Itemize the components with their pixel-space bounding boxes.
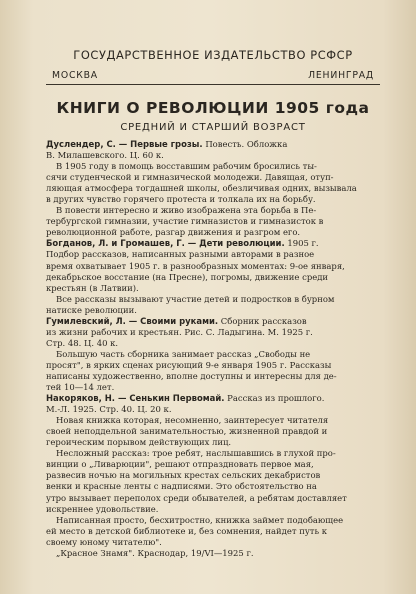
city-left: МОСКВА (52, 70, 98, 81)
entry-text: время охватывает 1905 г. в разнообразных моментах: 9-ое января, (46, 260, 345, 271)
entry-text: сячи студенческой и гимназической молодежи. Давящая, отуп- (46, 172, 334, 183)
entry-text: тербургской гимназии, участие гимназистов и гимназисток в (46, 216, 324, 227)
entry-text: Все рассказы вызывают участие детей и подростков в бурном (56, 293, 335, 304)
entry-heading: Богданов, Л. и Громашев, Г. — Дети революции. (46, 238, 285, 249)
entry-heading: Дуслендер, С. — Первые грозы. (46, 139, 203, 149)
entry-text: своему юному читателю". (46, 536, 162, 547)
entry-text: героическим порывом действующих лиц. (46, 437, 232, 448)
entry-text: Повесть. Обложка (205, 139, 288, 149)
entry-text: ляющая атмосфера тогдашней школы, обезличивая одних, вызывала (46, 183, 357, 194)
entry-text: Стр. 48. Ц. 40 к. (46, 337, 119, 348)
entry-text: искреннее удовольствие. (46, 503, 159, 514)
entry-text: из жизни рабочих и крестьян. Рис. С. Ладыгина. М. 1925 г. (46, 326, 313, 337)
entry-text: винции о „Ливарюции", решают отпраздновать первое мая, (46, 459, 314, 470)
entry-text: Новая книжка которая, несомненно, заинтересует читателя (56, 415, 329, 426)
entry-text: 1905 г. (287, 238, 319, 249)
entry-text: В 1905 году в помощь восставшим рабочим бросились ты- (56, 161, 317, 172)
entry-text: Большую часть сборника занимает рассказ „Свободы не (56, 348, 311, 359)
entry-text: Подбор рассказов, написанных разными авторами в разное (46, 249, 315, 260)
entry-text: декабрьское восстание (на Пресне), погромы, движение среди (46, 271, 329, 282)
city-right: ЛЕНИНГРАД (308, 70, 374, 81)
entry-text: крестьян (в Латвии). (46, 282, 139, 293)
header-rule (46, 84, 380, 85)
cities-line (46, 70, 380, 81)
entry-heading: Гумилевский, Л. — Своими руками. (46, 315, 219, 326)
entry-text: В повести интересно и живо изображена эта борьба в Пе- (56, 205, 317, 216)
entry-text: тей 10—14 лет. (46, 382, 115, 393)
entry-first-line (46, 393, 380, 404)
entry-text: Рассказ из прошлого. (227, 393, 325, 404)
entries-body (46, 139, 380, 559)
entry-text: ей место в детской библиотеке и, без сомнения, найдет путь к (46, 525, 328, 536)
entry-text: в других чувство горячего протеста и толкала их на борьбу. (46, 194, 316, 205)
entry-heading: Накоряков, Н. — Сенькин Первомай. (46, 393, 225, 404)
entry-first-line (46, 316, 380, 327)
entry-text: написаны художественно, вполне доступны и интересны для де- (46, 370, 337, 381)
entry-text: венки и красные ленты с надписями. Это обстоятельство на (46, 481, 317, 492)
printer-footer: „Красное Знамя". Краснодар, 19/VI—1925 г. (56, 547, 254, 558)
publisher-name: ГОСУДАРСТВЕННОЕ ИЗДАТЕЛЬСТВО РСФСР (73, 48, 353, 62)
entry-text: натиске революции. (46, 304, 137, 315)
entry-text: Сборник рассказов (220, 315, 307, 326)
entry-text: Написанная просто, бесхитростно, книжка займет подобающее (56, 514, 344, 525)
page-title: КНИГИ О РЕВОЛЮЦИИ 1905 года (56, 99, 370, 117)
entry-text: своей неподдельной занимательностью, жизненной правдой и (46, 426, 328, 437)
entry-text: просят", в ярких сценах рисующий 9-е января 1905 г. Рассказы (46, 359, 332, 370)
entry-text: утро вызывает переполох среди обывателей, а ребятам доставляет (46, 492, 347, 503)
entry-first-line (46, 238, 380, 249)
entry-text: развесив ночью на могильных крестах сельских декабристов (46, 470, 321, 481)
entry-first-line (46, 139, 380, 150)
entry-text: М.-Л. 1925. Стр. 40. Ц. 20 к. (46, 404, 172, 415)
entry-text: революционной работе, разгар движения и разгром его. (46, 227, 301, 238)
page-subtitle: СРЕДНИЙ И СТАРШИЙ ВОЗРАСТ (120, 122, 306, 133)
entry-text: В. Милашевского. Ц. 60 к. (46, 150, 164, 161)
entry-text: Несложный рассказ: трое ребят, наслышавшись в глухой про- (56, 448, 336, 459)
